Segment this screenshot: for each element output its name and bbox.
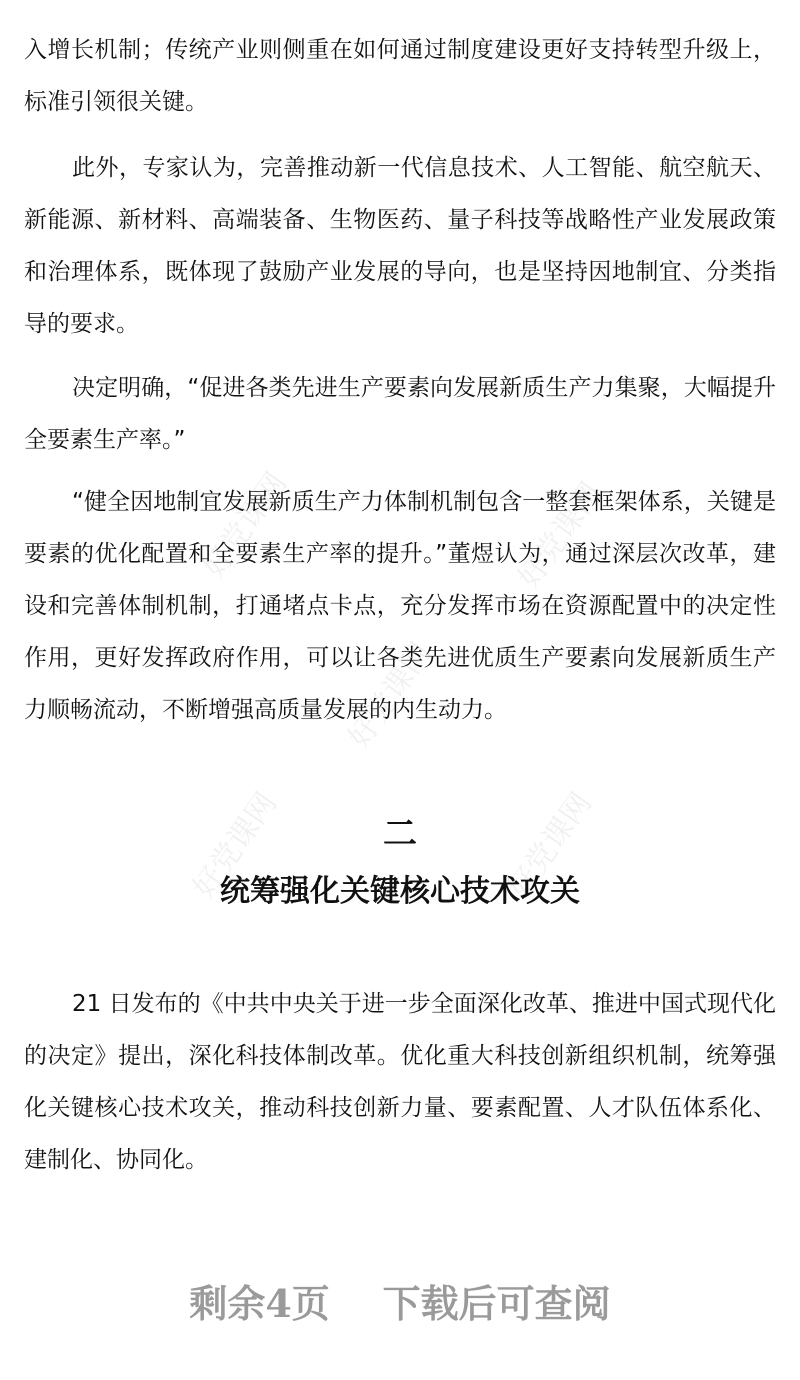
watermark: 好党课网: [196, 466, 295, 585]
remaining-pages-notice[interactable]: 剩余4页 下载后可查阅: [189, 1281, 611, 1326]
paragraph: 入增长机制；传统产业则侧重在如何通过制度建设更好支持转型升级上，标准引领很关键。: [24, 37, 776, 115]
watermark: 好党课网: [186, 786, 285, 905]
section-number: 二: [383, 814, 417, 854]
section-title: 统筹强化关键核心技术攻关: [220, 874, 580, 909]
paragraph: 此外，专家认为，完善推动新一代信息技术、人工智能、航空航天、新能源、新材料、高端装备、生物医药、量子科技等战略性产业发展政策和治理体系，既体现了鼓励产业发展的导向，也是坚持因地制宜、分类指导的要求。: [24, 155, 776, 337]
paragraph: 决定明确，“促进各类先进生产要素向发展新质生产力集聚，大幅提升全要素生产率。”: [24, 375, 776, 453]
watermark: 好党课网: [511, 476, 610, 595]
watermark: 好党课网: [501, 786, 600, 905]
paragraph: 21 日发布的《中共中央关于进一步全面深化改革、推进中国式现代化的决定》提出，深化科技体制改革。优化重大科技创新组织机制，统筹强化关键核心技术攻关，推动科技创新力量、要素配置、人才队伍体系化、建制化、协同化。: [24, 991, 776, 1173]
paragraph: “健全因地制宜发展新质生产力体制机制包含一整套框架体系，关键是要素的优化配置和全要素生产率的提升。”董煜认为，通过深层次改革，建设和完善体制机制，打通堵点卡点，充分发挥市场在资源配置中的决定性作用，更好发挥政府作用，可以让各类先进优质生产要素向发展新质生产力顺畅流动，不断增强高质量发展的内生动力。: [24, 489, 776, 723]
watermark: 好党课网: [341, 636, 440, 755]
